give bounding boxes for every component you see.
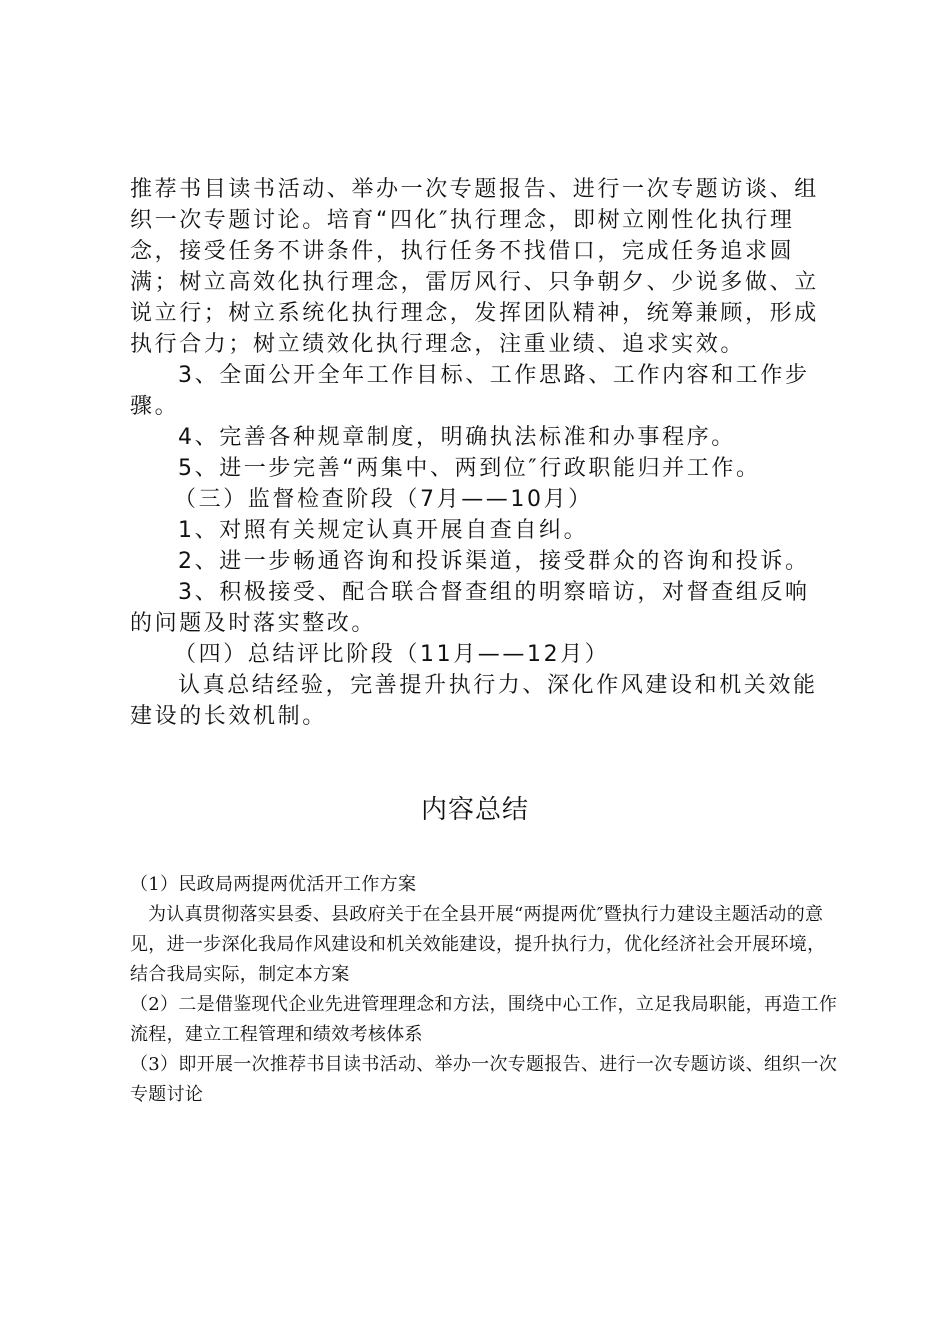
summary-title: 内容总结: [420, 795, 529, 825]
summary-item-1-heading: （1）民政局两提两优活开工作方案: [130, 874, 417, 895]
paragraph-item-3-public-goals: 3、全面公开全年工作目标、工作思路、工作内容和工作步骤。: [130, 363, 810, 419]
main-body-text: [130, 174, 830, 732]
paragraph-self-check: 1、对照有关规定认真开展自查自纠。: [178, 518, 589, 543]
summary-item-3: （3）即开展一次推荐书目读书活动、举办一次专题报告、进行一次专题访谈、组织一次专题讨论: [130, 1054, 838, 1105]
section-heading-summary-stage: （四）总结评比阶段（11月——12月）: [174, 642, 610, 667]
summary-item-2: （2）二是借鉴现代企业先进管理理念和方法，围绕中心工作，立足我局职能，再造工作流程，建立工程管理和绩效考核体系: [130, 994, 838, 1045]
paragraph-reading-activities: 推荐书目读书活动、举办一次专题报告、进行一次专题访谈、组织一次专题讨论。培育“四化″执行理念，即树立刚性化执行理念，接受任务不讲条件，执行任务不找借口，完成任务追求圆满；树立高效化执行理念，雷厉风行、只争朝夕、少说多做、立说立行；树立系统化执行理念，发挥团队精神，统筹兼顾，形成执行合力；树立绩效化执行理念，注重业绩、追求实效。: [130, 177, 819, 357]
paragraph-item-4-rules: 4、完善各种规章制度，明确执法标准和办事程序。: [178, 425, 736, 450]
section-heading-supervision: （三）监督检查阶段（7月——10月）: [174, 487, 593, 512]
paragraph-inspection-rectify: 3、积极接受、配合联合督查组的明察暗访，对督查组反响的问题及时落实整改。: [130, 580, 810, 636]
paragraph-complaint-channels: 2、进一步畅通咨询和投诉渠道，接受群众的咨询和投诉。: [178, 549, 810, 574]
summary-item-1-text: 为认真贯彻落实县委、县政府关于在全县开展“两提两优″暨执行力建设主题活动的意见，进一步深化我局作风建设和机关效能建设，提升执行力，优化经济社会开展环境，结合我局实际，制定本方案: [130, 904, 826, 985]
paragraph-item-5-functions: 5、进一步完善“两集中、两到位″行政职能归并工作。: [178, 456, 761, 481]
paragraph-long-term-mechanism: 认真总结经验，完善提升执行力、深化作风建设和机关效能建设的长效机制。: [130, 673, 818, 729]
summary-section: [130, 870, 838, 1110]
